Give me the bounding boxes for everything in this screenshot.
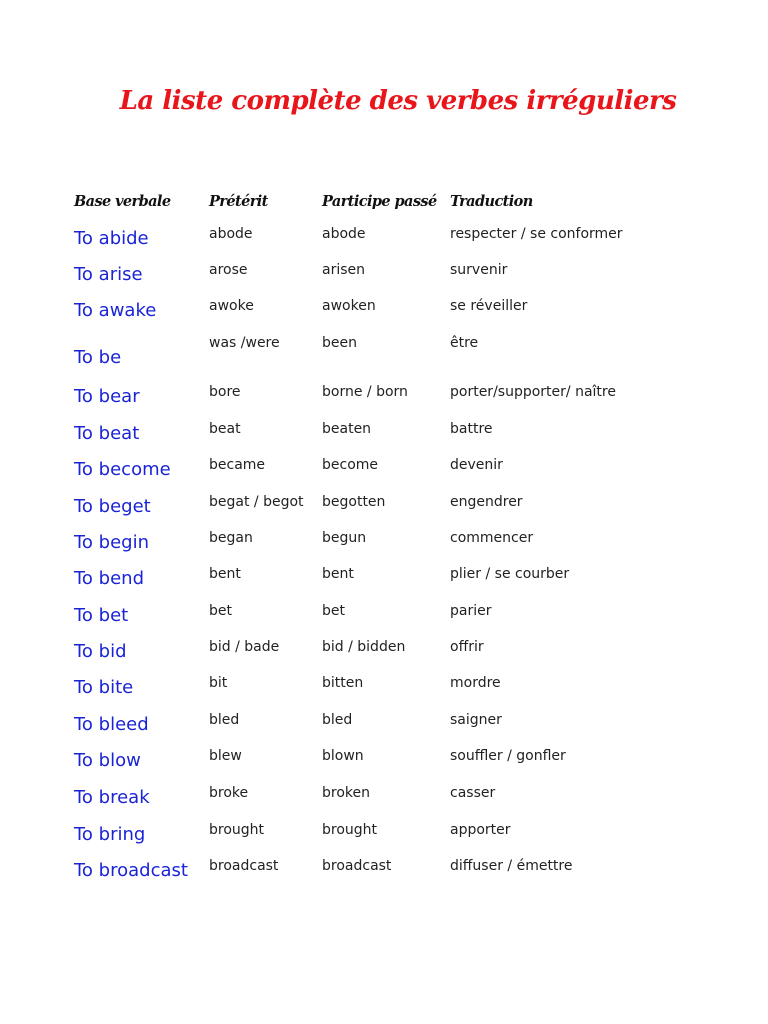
participe-passe-form: broadcast xyxy=(322,858,392,874)
base-verb: To blow xyxy=(74,750,141,771)
traduction-text: survenir xyxy=(450,262,508,278)
base-verb: To bid xyxy=(74,641,127,662)
base-verb: To beat xyxy=(74,423,140,444)
table-header xyxy=(0,193,768,215)
preterit-form: became xyxy=(209,457,266,473)
table-row xyxy=(0,714,768,750)
participe-passe-form: been xyxy=(322,335,357,351)
table-row xyxy=(0,677,768,713)
page-title: La liste complète des verbes irréguliers xyxy=(119,86,677,116)
base-verb: To awake xyxy=(74,300,157,321)
traduction-text: être xyxy=(450,335,479,351)
table-row xyxy=(0,750,768,786)
traduction-text: se réveiller xyxy=(450,298,528,314)
preterit-form: bet xyxy=(209,603,232,619)
base-verb: To break xyxy=(74,787,150,808)
participe-passe-form: bet xyxy=(322,603,345,619)
table-row xyxy=(0,459,768,495)
traduction-text: casser xyxy=(450,785,496,801)
preterit-form: bent xyxy=(209,566,241,582)
base-verb: To bend xyxy=(74,568,145,589)
traduction-text: commencer xyxy=(450,530,534,546)
traduction-text: offrir xyxy=(450,639,484,655)
traduction-text: porter/supporter/ naître xyxy=(450,384,616,400)
base-verb: To bite xyxy=(74,677,134,698)
preterit-form: abode xyxy=(209,226,253,242)
traduction-text: battre xyxy=(450,421,493,437)
traduction-text: souffler / gonfler xyxy=(450,748,566,764)
base-verb: To become xyxy=(74,459,171,480)
participe-passe-form: bled xyxy=(322,712,353,728)
participe-passe-form: arisen xyxy=(322,262,366,278)
participe-passe-form: bid / bidden xyxy=(322,639,406,655)
traduction-text: mordre xyxy=(450,675,501,691)
header-preterit: Prétérit xyxy=(209,193,268,210)
participe-passe-form: bent xyxy=(322,566,354,582)
traduction-text: saigner xyxy=(450,712,502,728)
preterit-form: broadcast xyxy=(209,858,279,874)
participe-passe-form: brought xyxy=(322,822,378,838)
table-row xyxy=(0,300,768,336)
base-verb: To arise xyxy=(74,264,143,285)
preterit-form: bid / bade xyxy=(209,639,280,655)
traduction-text: respecter / se conformer xyxy=(450,226,623,242)
base-verb: To begin xyxy=(74,532,150,553)
participe-passe-form: beaten xyxy=(322,421,372,437)
participe-passe-form: awoken xyxy=(322,298,376,314)
table-row xyxy=(0,824,768,860)
base-verb: To abide xyxy=(74,228,149,249)
participe-passe-form: broken xyxy=(322,785,370,801)
traduction-text: devenir xyxy=(450,457,503,473)
participe-passe-form: bitten xyxy=(322,675,364,691)
preterit-form: bit xyxy=(209,675,228,691)
preterit-form: awoke xyxy=(209,298,254,314)
traduction-text: parier xyxy=(450,603,492,619)
base-verb: To be xyxy=(74,347,122,368)
base-verb: To bleed xyxy=(74,714,149,735)
table-row xyxy=(0,787,768,823)
table-row xyxy=(0,264,768,300)
traduction-text: diffuser / émettre xyxy=(450,858,573,874)
preterit-form: broke xyxy=(209,785,249,801)
table-row xyxy=(0,423,768,459)
table-row xyxy=(0,641,768,677)
preterit-form: blew xyxy=(209,748,242,764)
table-row xyxy=(0,860,768,896)
table-row xyxy=(0,335,768,383)
base-verb: To beget xyxy=(74,496,151,517)
preterit-form: begat / begot xyxy=(209,494,304,510)
preterit-form: began xyxy=(209,530,253,546)
header-traduction: Traduction xyxy=(450,193,533,210)
preterit-form: arose xyxy=(209,262,248,278)
table-row xyxy=(0,228,768,264)
preterit-form: brought xyxy=(209,822,265,838)
preterit-form: was /were xyxy=(209,335,280,351)
traduction-text: plier / se courber xyxy=(450,566,570,582)
participe-passe-form: begun xyxy=(322,530,367,546)
participe-passe-form: blown xyxy=(322,748,364,764)
base-verb: To broadcast xyxy=(74,860,188,881)
table-row xyxy=(0,496,768,532)
table-row xyxy=(0,386,768,422)
header-participe-passe: Participe passé xyxy=(322,193,437,210)
participe-passe-form: become xyxy=(322,457,379,473)
preterit-form: bled xyxy=(209,712,240,728)
preterit-form: beat xyxy=(209,421,241,437)
table-row xyxy=(0,605,768,641)
table-row xyxy=(0,568,768,604)
traduction-text: engendrer xyxy=(450,494,523,510)
table-row xyxy=(0,532,768,568)
base-verb: To bring xyxy=(74,824,146,845)
base-verb: To bet xyxy=(74,605,129,626)
participe-passe-form: abode xyxy=(322,226,366,242)
participe-passe-form: borne / born xyxy=(322,384,408,400)
preterit-form: bore xyxy=(209,384,241,400)
traduction-text: apporter xyxy=(450,822,511,838)
header-base-verbale: Base verbale xyxy=(74,193,171,210)
participe-passe-form: begotten xyxy=(322,494,386,510)
base-verb: To bear xyxy=(74,386,140,407)
